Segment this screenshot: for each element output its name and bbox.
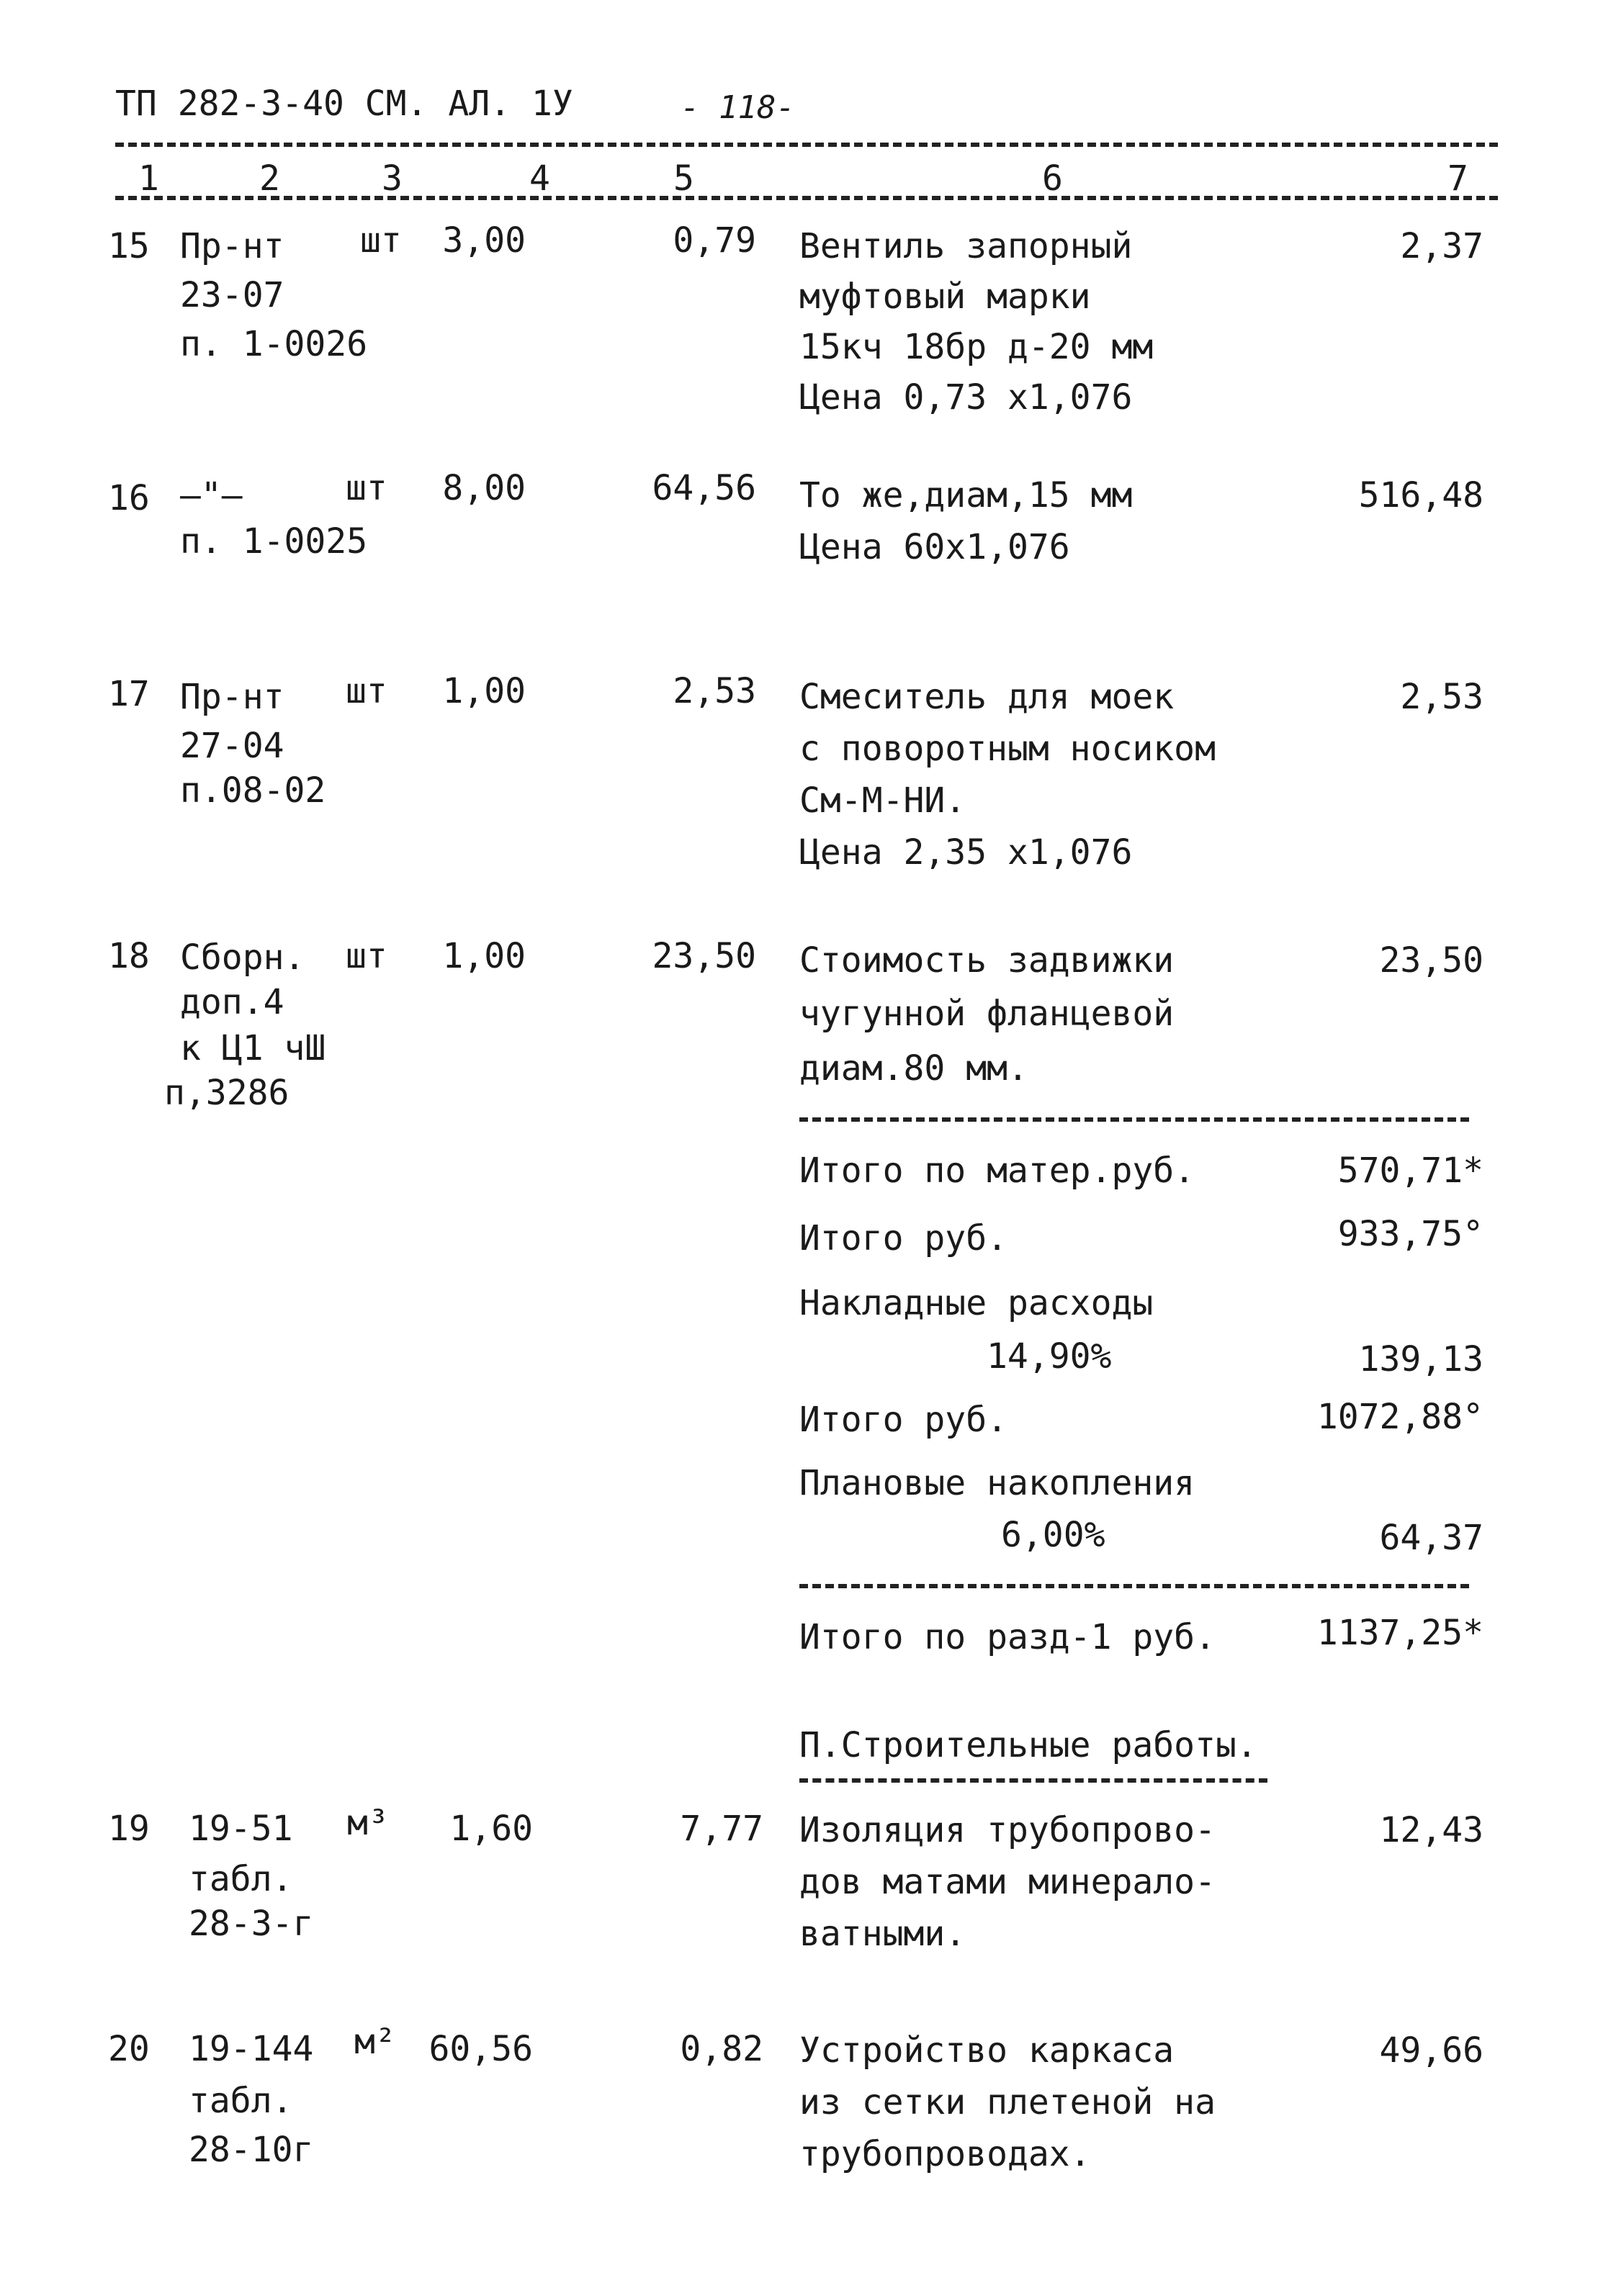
code-line: п,3286	[164, 1073, 289, 1113]
unit: шт	[346, 671, 387, 711]
code-line: —"—	[180, 475, 243, 516]
code-line: п.08-02	[180, 770, 326, 811]
code-line: 28-10г	[189, 2130, 314, 2170]
description-line: Цена 0,73 х1,076	[799, 377, 1133, 418]
code-line: доп.4	[180, 982, 284, 1022]
materials-total-value: 570,71*	[1337, 1151, 1483, 1191]
description-line: Устройство каркаса	[799, 2030, 1175, 2071]
planned-savings-percent: 6,00%	[1001, 1515, 1105, 1555]
description-line: Стоимость задвижки	[799, 940, 1175, 981]
code-line: п. 1-0026	[180, 324, 368, 364]
code-line: 27-04	[180, 726, 284, 766]
total-cost: 2,37	[1400, 226, 1483, 266]
code-line: к Ц1 чШ	[180, 1028, 326, 1068]
col-header-1: 1	[138, 158, 159, 199]
col-header-3: 3	[382, 158, 403, 199]
code-line: табл.	[189, 2081, 293, 2121]
unit: м²	[354, 2022, 396, 2062]
total-cost: 516,48	[1358, 475, 1483, 516]
description-line: дов матами минерало-	[799, 1862, 1216, 1902]
col-header-5: 5	[673, 158, 694, 199]
subtotal1-value: 933,75°	[1337, 1214, 1483, 1254]
overhead-label: Накладные расходы	[799, 1283, 1154, 1323]
description-line: Вентиль запорный	[799, 226, 1133, 266]
quantity: 3,00	[442, 220, 526, 261]
subtotal2-label: Итого руб.	[799, 1400, 1007, 1440]
header-rule-bottom	[115, 196, 1498, 200]
unit-price: 0,82	[680, 2029, 763, 2069]
unit-price: 64,56	[652, 468, 756, 508]
description-line: диам.80 мм.	[799, 1048, 1028, 1089]
row-number: 19	[108, 1809, 150, 1849]
materials-total-label: Итого по матер.руб.	[799, 1151, 1195, 1191]
col-header-2: 2	[259, 158, 280, 199]
planned-savings-label: Плановые накопления	[799, 1463, 1195, 1503]
code-line: табл.	[189, 1859, 293, 1899]
subtotal1-label: Итого руб.	[799, 1218, 1007, 1259]
code-line: 23-07	[180, 275, 284, 315]
row-number: 15	[108, 226, 150, 266]
unit: шт	[346, 936, 387, 976]
description-line: Цена 2,35 х1,076	[799, 832, 1133, 873]
code-line: Сборн.	[180, 937, 305, 978]
description-line: То же,диам,15 мм	[799, 475, 1133, 516]
unit-price: 7,77	[680, 1809, 763, 1849]
quantity: 1,00	[442, 671, 526, 711]
unit-price: 2,53	[673, 671, 756, 711]
description-line: ватными.	[799, 1914, 966, 1954]
col-header-6: 6	[1042, 158, 1063, 199]
unit-price: 0,79	[673, 220, 756, 261]
header-rule-top	[115, 143, 1498, 147]
description-line: Смеситель для моек	[799, 677, 1175, 717]
row-number: 16	[108, 478, 150, 518]
page-number: - 118-	[681, 89, 795, 126]
section-total-value: 1137,25*	[1316, 1613, 1483, 1653]
code-line: п. 1-0025	[180, 521, 368, 562]
description-line: Цена 60х1,076	[799, 527, 1070, 567]
description-line: из сетки плетеной на	[799, 2082, 1216, 2122]
overhead-percent: 14,90%	[987, 1336, 1112, 1377]
code-line: 19-144	[189, 2029, 314, 2069]
description-line: муфтовый марки	[799, 276, 1091, 317]
code-line: Пр-нт	[180, 226, 284, 266]
section-title-underline	[799, 1778, 1267, 1783]
quantity: 8,00	[442, 468, 526, 508]
unit: шт	[360, 220, 402, 261]
subtotal2-value: 1072,88°	[1316, 1397, 1483, 1437]
quantity: 60,56	[428, 2029, 533, 2069]
description-line: с поворотным носиком	[799, 729, 1216, 769]
code-line: 28-3-г	[189, 1904, 314, 1944]
total-cost: 2,53	[1400, 677, 1483, 717]
col-header-7: 7	[1447, 158, 1468, 199]
row-number: 20	[108, 2029, 150, 2069]
totals-divider-bottom	[799, 1584, 1469, 1588]
quantity: 1,00	[442, 936, 526, 976]
description-line: 15кч 18бр д-20 мм	[799, 327, 1154, 367]
row-number: 17	[108, 674, 150, 714]
code-line: 19-51	[189, 1809, 293, 1849]
planned-savings-value: 64,37	[1379, 1518, 1483, 1558]
section-total-label: Итого по разд-1 руб.	[799, 1617, 1216, 1657]
unit-price: 23,50	[652, 936, 756, 976]
unit: м³	[347, 1803, 389, 1843]
description-line: трубопроводах.	[799, 2134, 1091, 2174]
code-line: Пр-нт	[180, 677, 284, 717]
total-cost: 12,43	[1379, 1810, 1483, 1850]
description-line: чугунной фланцевой	[799, 994, 1175, 1034]
quantity: 1,60	[449, 1809, 533, 1849]
col-header-4: 4	[529, 158, 550, 199]
totals-divider-top	[799, 1117, 1469, 1122]
overhead-value: 139,13	[1358, 1339, 1483, 1379]
document-reference: ТП 282-3-40 СМ. АЛ. 1У	[115, 84, 573, 124]
description-line: См-М-НИ.	[799, 780, 966, 821]
total-cost: 23,50	[1379, 940, 1483, 981]
row-number: 18	[108, 936, 150, 976]
total-cost: 49,66	[1379, 2030, 1483, 2071]
description-line: Изоляция трубопрово-	[799, 1810, 1216, 1850]
section-title: П.Строительные работы.	[799, 1725, 1257, 1765]
unit: шт	[346, 468, 387, 508]
